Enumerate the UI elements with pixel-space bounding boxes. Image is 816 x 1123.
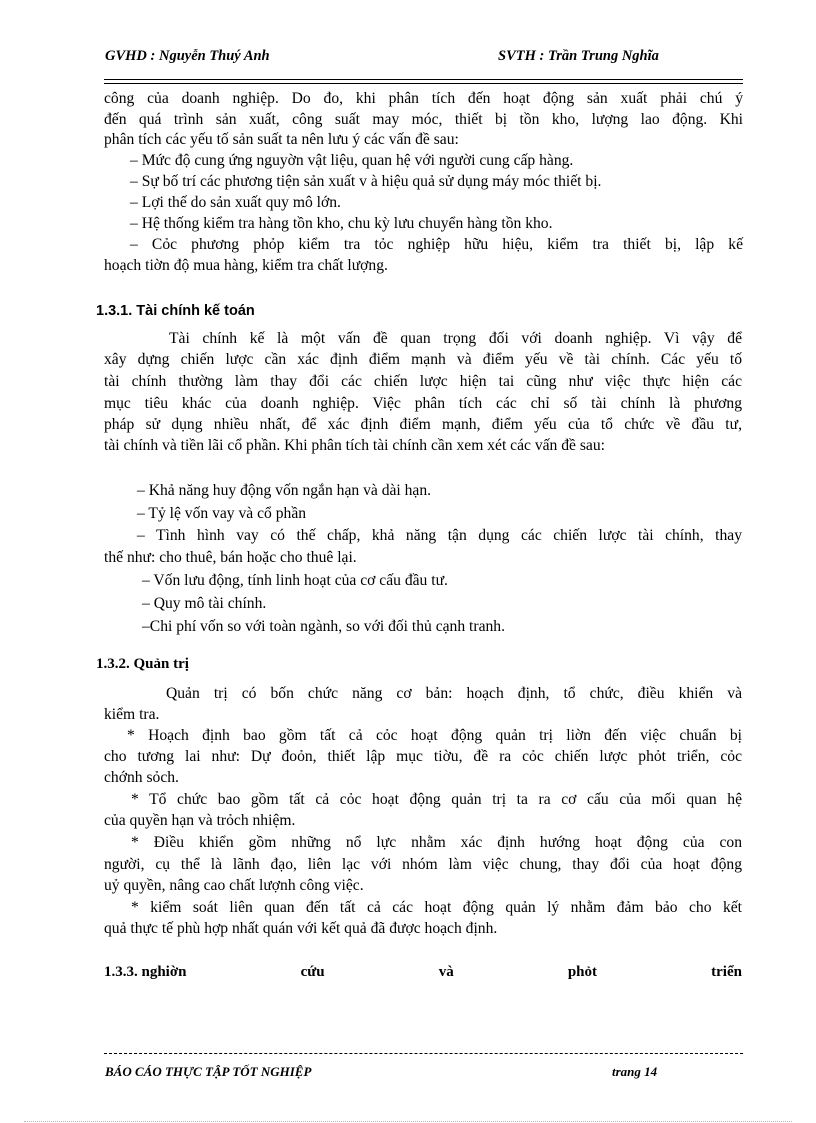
intro-list-item: – Lợi thế do sản xuất quy mô lớn.	[130, 194, 341, 211]
heading-word: triển	[711, 964, 742, 980]
finance-list-item: – Khả năng huy động vốn ngắn hạn và dài hạn.	[137, 482, 432, 499]
finance-paragraph-line: tài chính và tiền lãi cổ phần. Khi phân tích tài chính cần xem xét các vấn đề sau:	[104, 437, 605, 454]
finance-list-item: – Vốn lưu động, tính linh hoạt của cơ cấu đầu tư.	[142, 572, 448, 589]
heading-word: phỏt	[567, 964, 598, 980]
finance-list-item: thế như: cho thuê, bán hoặc cho thuê lại.	[104, 549, 357, 566]
footer-report-title: BÁO CÁO THỰC TẬP TỐT NGHIỆP	[105, 1064, 312, 1079]
management-line: quả thực tế phù hợp nhất quán với kết quả đã được hoạch định.	[104, 920, 498, 937]
heading-word: và	[438, 964, 454, 980]
finance-paragraph-line: pháp sử dụng nhiều nhất, để xác định điểm mạnh, điểm yếu của tổ chức về đầu tư,	[104, 416, 742, 433]
intro-list-item: – Cỏc phương phỏp kiểm tra tỏc nghiệp hữu hiệu, kiểm tra thiết bị, lập kế	[130, 236, 743, 253]
management-line: kiểm tra.	[104, 706, 160, 723]
heading-word: cứu	[300, 964, 325, 980]
management-line: * kiểm soát liên quan đến tất cả các hoạt động quản lý nhằm đảm bảo cho kết	[131, 899, 742, 916]
management-line: uỷ quyền, nâng cao chất lượnh công việc.	[104, 877, 364, 894]
header-student: SVTH : Trần Trung Nghĩa	[498, 48, 659, 64]
page-boundary	[24, 1121, 792, 1122]
management-line: * Hoạch định bao gồm tất cả cỏc hoạt động quản trị liờn đến việc chuẩn bị	[127, 727, 742, 744]
header-rule-top	[104, 79, 743, 80]
intro-list-item: – Sự bố trí các phương tiện sản xuất v à hiệu quả sử dụng máy móc thiết bị.	[130, 173, 602, 190]
footer-page-number: trang 14	[612, 1064, 658, 1079]
header-instructor: GVHD : Nguyễn Thuý Anh	[105, 48, 270, 64]
section-heading-management: 1.3.2. Quản trị	[96, 656, 189, 672]
management-line: chớnh sỏch.	[104, 769, 179, 786]
intro-line: hoạch tiờn độ mua hàng, kiểm tra chất lượng.	[104, 257, 388, 274]
finance-paragraph-line: tài chính thường làm thay đổi các chiến lược hiện tai cũng như việc thực hiện các	[104, 373, 742, 390]
intro-line: công của doanh nghiệp. Do đo, khi phân tích đến hoạt động sản xuất phải chú ý	[104, 90, 743, 107]
finance-paragraph-line: xây dựng chiến lược cần xác định điểm mạnh và điểm yếu về tài chính. Các yếu tố	[104, 351, 742, 368]
management-line: cho tương lai như: Dự đoỏn, thiết lập mục tiờu, đề ra cỏc chiến lược phỏt triển, cỏc	[104, 748, 742, 765]
header-rule-bottom	[104, 83, 743, 84]
finance-list-item: – Tỷ lệ vốn vay và cổ phần	[137, 505, 307, 522]
management-line: Quản trị có bốn chức năng cơ bản: hoạch định, tổ chức, điều khiển và	[166, 685, 742, 702]
management-line: * Điều khiển gồm những nổ lực nhằm xác định hướng hoạt động của con	[131, 834, 742, 851]
management-line: người, cụ thể là lãnh đạo, liên lạc với nhóm làm việc chung, thay đổi của hoạt động	[104, 856, 742, 873]
section-heading-finance: 1.3.1. Tài chính kế toán	[96, 303, 255, 319]
finance-paragraph-line: Tài chính kế là một vấn đề quan trọng đối với doanh nghiệp. Vì vậy để	[169, 330, 742, 347]
section-heading-research	[104, 962, 742, 982]
finance-list-item: – Quy mô tài chính.	[142, 595, 267, 612]
finance-paragraph-line: mục tiêu khác của doanh nghiệp. Việc phân tích các chỉ số tài chính là phương	[104, 395, 742, 412]
intro-line: phân tích các yếu tố sản suất ta nên lưu ý các vấn đề sau:	[104, 131, 459, 148]
intro-list-item: – Hệ thống kiểm tra hàng tồn kho, chu kỳ lưu chuyển hàng tồn kho.	[130, 215, 553, 232]
management-line: của quyền hạn và trỏch nhiệm.	[104, 812, 296, 829]
finance-list-item: –Chi phí vốn so với toàn ngành, so với đối thủ cạnh tranh.	[142, 618, 505, 635]
management-line: * Tổ chức bao gồm tất cả cỏc hoạt động quản trị ta ra cơ cấu của mối quan hệ	[131, 791, 742, 808]
footer-rule	[104, 1053, 743, 1054]
finance-list-item: – Tình hình vay có thế chấp, khả năng tận dụng các chiến lược tài chính, thay	[137, 527, 742, 544]
intro-line: đến quá trình sản xuất, công suất may móc, thiết bị tồn kho, lượng lao động. Khi	[104, 111, 743, 128]
intro-list-item: – Mức độ cung ứng nguyờn vật liệu, quan hệ với người cung cấp hàng.	[130, 152, 574, 169]
heading-word: 1.3.3. nghiờn	[104, 964, 187, 980]
